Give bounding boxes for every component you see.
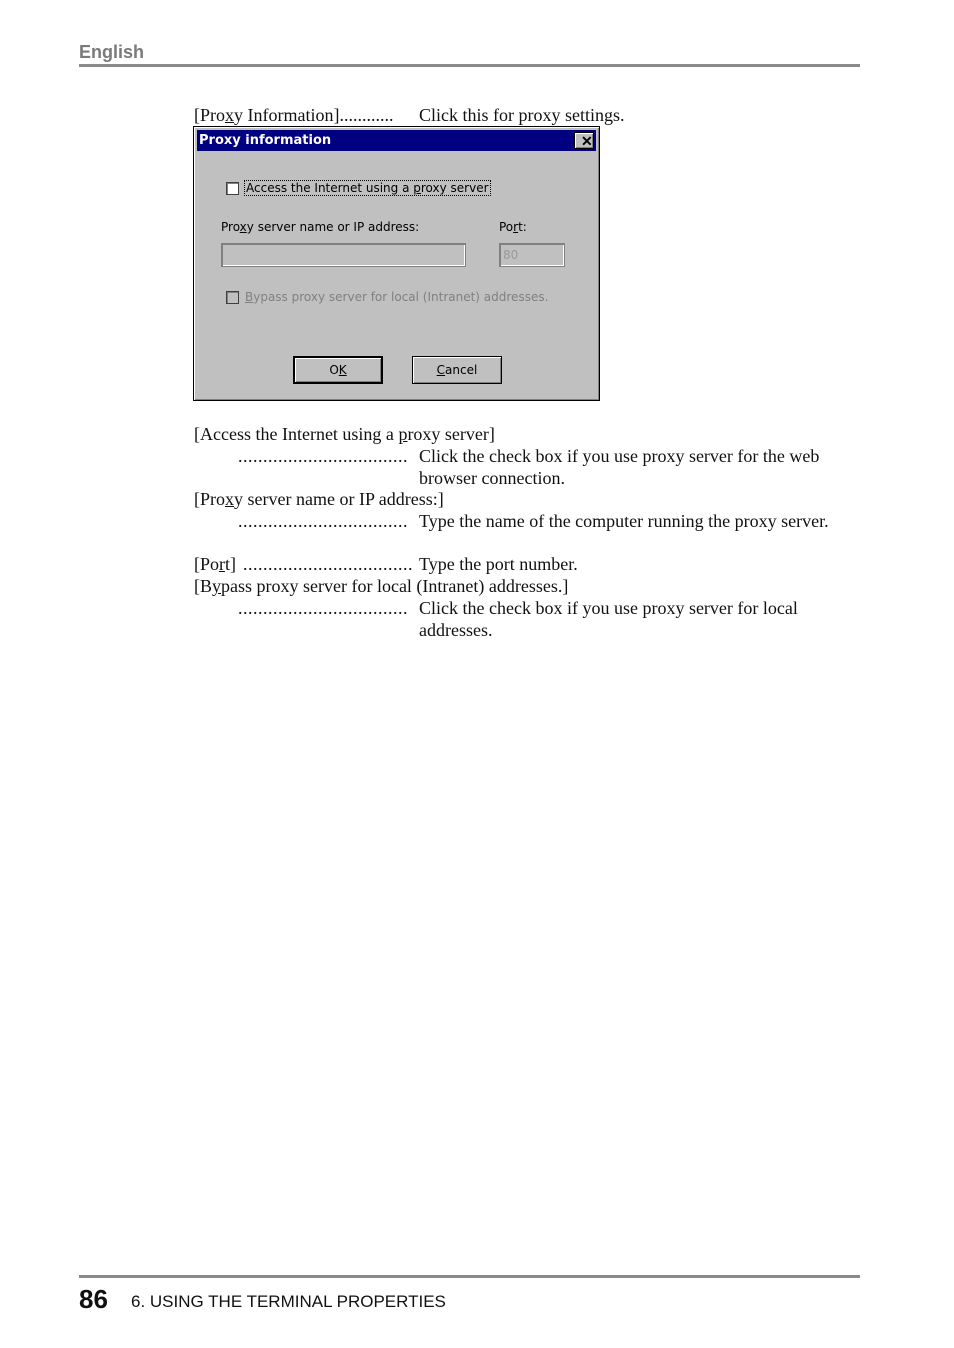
access-proxy-checkbox[interactable]	[226, 182, 239, 195]
proxy-information-dialog	[193, 126, 600, 401]
item-port-dots: ..................................	[243, 554, 413, 574]
item-bypass-dots: ..................................	[238, 598, 408, 618]
intro-term-underlined: x	[225, 105, 234, 125]
access-proxy-label-post: roxy server	[420, 181, 489, 195]
server-name-label-accel: x	[239, 220, 247, 234]
item-access-dots: ..................................	[238, 446, 408, 466]
item-port-term	[194, 553, 236, 575]
item-bypass-term-accel: y	[212, 576, 221, 596]
header-language: English	[79, 42, 145, 62]
port-label-pre: Po	[499, 220, 514, 234]
item-bypass-description: Click the check box if you use proxy server for local addresses.	[419, 598, 798, 640]
item-server-dots: ..................................	[238, 511, 408, 531]
page-number: 86	[79, 1284, 108, 1314]
cancel-button[interactable]	[412, 356, 502, 384]
section-title: 6. USING THE TERMINAL PROPERTIES	[131, 1292, 446, 1311]
server-name-label	[221, 220, 419, 234]
item-bypass-term-pre: [B	[194, 576, 212, 596]
bypass-local-label-post: ypass proxy server for local (Intranet) addresses.	[253, 290, 549, 304]
item-server-term-post: y server name or IP address:]	[234, 489, 444, 509]
bypass-local-label-accel: B	[245, 290, 254, 304]
ok-label-accel: K	[338, 363, 347, 377]
access-proxy-label-accel: p	[413, 181, 421, 195]
item-access-term-post: roxy server]	[407, 424, 495, 444]
cancel-label-post: ancel	[445, 363, 478, 377]
header-rule	[79, 64, 860, 67]
dialog-title: Proxy information	[199, 133, 332, 148]
item-server-description: Type the name of the computer running the proxy server.	[419, 511, 829, 531]
item-port-term-pre: [Po	[194, 554, 220, 574]
ok-button[interactable]	[293, 356, 383, 384]
bypass-local-checkbox[interactable]	[226, 291, 239, 304]
server-name-field[interactable]	[221, 243, 466, 267]
server-name-label-post: y server name or IP address:	[246, 220, 420, 234]
item-server-term-pre: [Pro	[194, 489, 225, 509]
footer-rule	[79, 1275, 860, 1278]
close-button[interactable]	[574, 132, 594, 149]
ok-label-pre: O	[329, 363, 339, 377]
item-access-description: Click the check box if you use proxy server for the web browser connection.	[419, 446, 820, 488]
port-label	[499, 220, 527, 234]
port-field[interactable]	[499, 243, 565, 267]
item-bypass-term-post: pass proxy server for local (Intranet) addresses.]	[221, 576, 569, 596]
cancel-label-accel: C	[436, 363, 446, 377]
intro-term-post: y Information]	[234, 105, 340, 125]
item-server-term-accel: x	[225, 489, 234, 509]
intro-dots: ............	[339, 105, 394, 125]
intro-description: Click this for proxy settings.	[419, 105, 625, 125]
server-name-input[interactable]	[222, 244, 465, 266]
bypass-local-label[interactable]	[245, 290, 548, 304]
access-proxy-label[interactable]	[245, 181, 490, 195]
close-icon: ✕	[581, 133, 593, 149]
item-access-term	[194, 423, 495, 445]
item-server-term	[194, 488, 444, 510]
port-label-accel: r	[513, 220, 519, 234]
port-label-post: t:	[518, 220, 527, 234]
item-access-term-accel: p	[398, 424, 408, 444]
intro-term-pre: [Pro	[194, 105, 225, 125]
intro-term	[194, 104, 393, 126]
dialog-titlebar	[197, 130, 596, 151]
port-input[interactable]	[500, 244, 564, 266]
item-port-term-accel: r	[219, 554, 226, 574]
access-proxy-label-pre: Access the Internet using a	[246, 181, 414, 195]
item-port-term-post: t]	[225, 554, 237, 574]
item-bypass-term	[194, 575, 568, 597]
item-port-description: Type the port number.	[419, 554, 578, 574]
item-access-term-pre: [Access the Internet using a	[194, 424, 399, 444]
server-name-label-pre: Pro	[221, 220, 240, 234]
